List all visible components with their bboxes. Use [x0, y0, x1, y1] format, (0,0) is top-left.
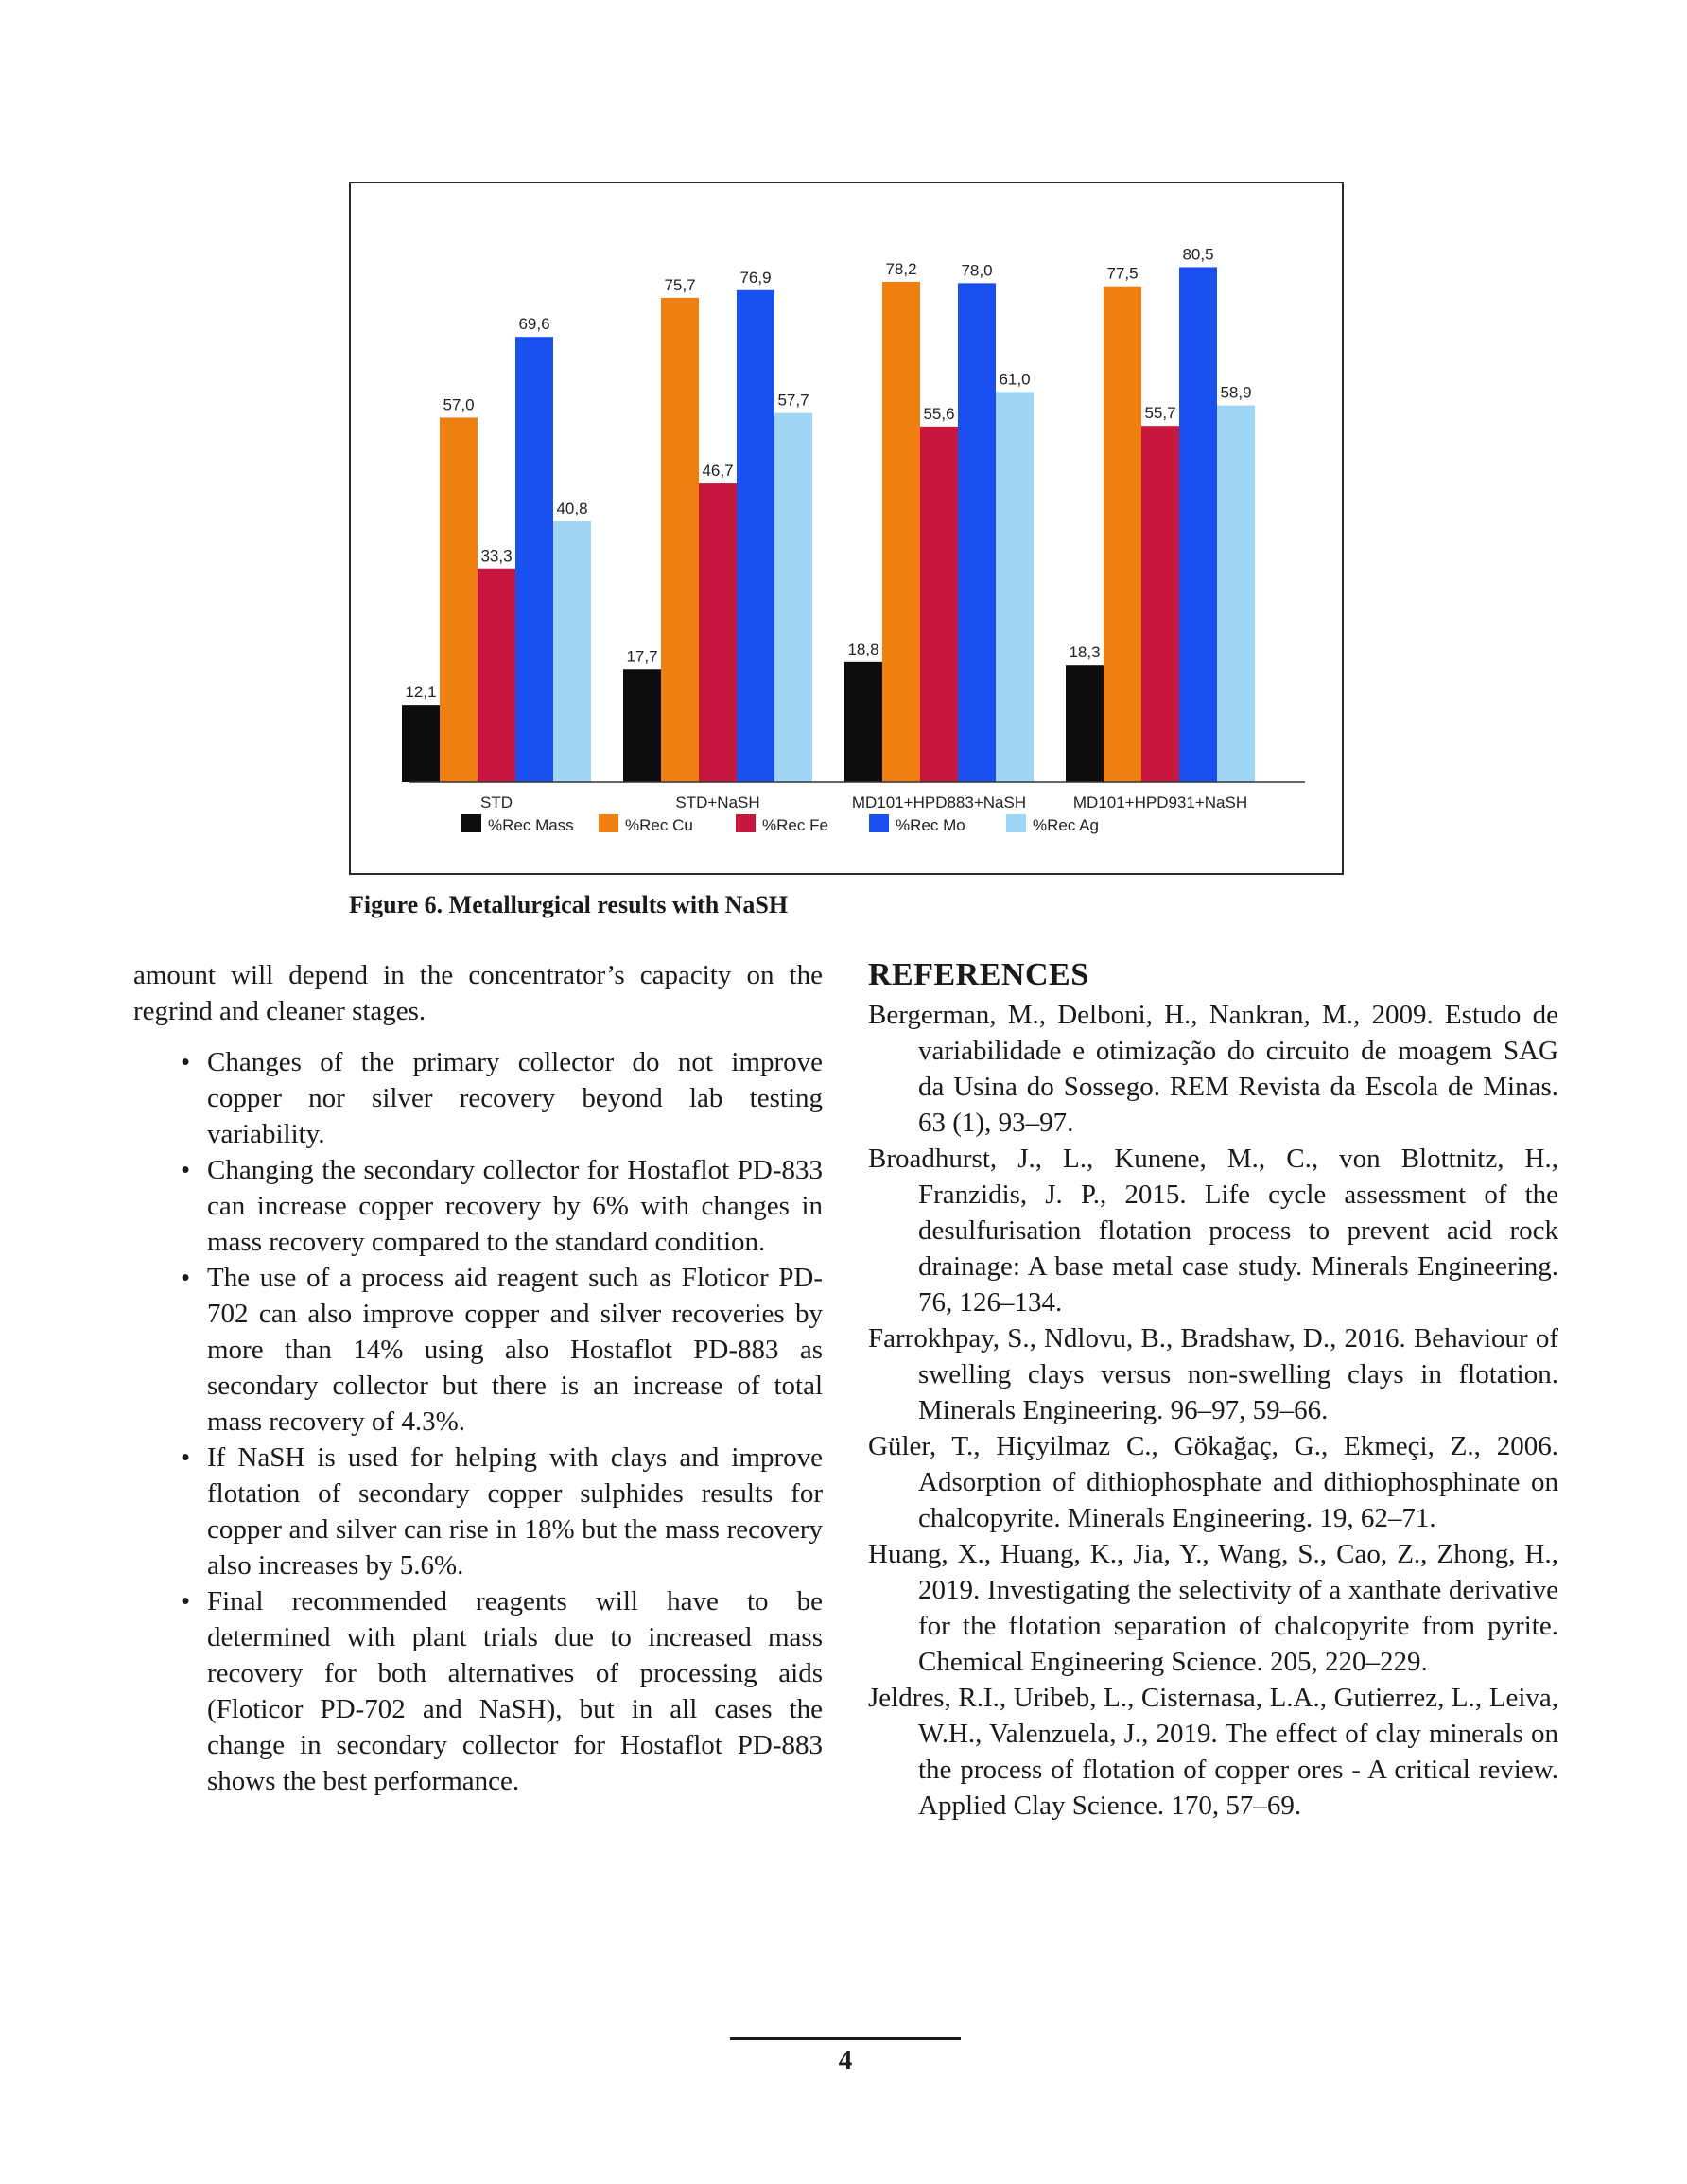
data-label: 58,9	[1220, 383, 1252, 402]
reference-item: Broadhurst, J., L., Kunene, M., C., von Blottnitz, H., Franzidis, J. P., 2015. Life cycle assessment of the desulfurisation flotation process to prevent acid rock drainage: A base metal case study. Minerals Engineering. 76, 126–134.	[868, 1144, 1558, 1318]
data-label: 57,7	[777, 391, 809, 410]
list-item-text: Final recommended reagents will have to be determined with plant trials due to increased mass recovery for both alternatives of processing aids (Floticor PD-702 and NaSH), but in all cases the change in secondary collector for Hostaflot PD-883 shows the best performance.	[207, 1586, 823, 1796]
legend-swatch-rec-mass	[461, 814, 481, 832]
left-column	[133, 957, 823, 1799]
references-heading: REFERENCES	[868, 957, 1089, 992]
data-label: 55,6	[923, 404, 955, 423]
reference-item: Jeldres, R.I., Uribeb, L., Cisternasa, L.A., Gutierrez, L., Leiva, W.H., Valenzuela, J., 2019. The effect of clay minerals on the process of flotation of copper ores - A critical review. Applied Clay Science. 170, 57–69.	[868, 1683, 1558, 1821]
category-label: MD101+HPD931+NaSH	[1072, 794, 1248, 812]
bar-rec-mo-md101-hpd883-nash	[958, 283, 996, 782]
list-item	[133, 1260, 823, 1440]
reference-item: Bergerman, M., Delboni, H., Nankran, M., 2009. Estudo de variabilidade e otimização do circuito de moagem SAG da Usina do Sossego. REM Revista da Escola de Minas. 63 (1), 93–97.	[868, 1000, 1558, 1138]
bar-rec-mass-std	[402, 705, 440, 782]
list-item	[133, 1440, 823, 1583]
bar-rec-fe-std	[478, 569, 515, 782]
intro-paragraph: amount will depend in the concentrator’s capacity on the regrind and cleaner stages.	[133, 960, 823, 1026]
legend-label: %Rec Ag	[1033, 816, 1099, 834]
bar-rec-cu-md101-hpd931-nash	[1104, 287, 1141, 782]
bar-rec-fe-std-nash	[699, 483, 737, 782]
bar-rec-mass-md101-hpd883-nash	[844, 662, 882, 782]
list-item	[133, 1152, 823, 1260]
bar-rec-mo-md101-hpd931-nash	[1179, 267, 1217, 782]
figure-caption-text: Figure 6. Metallurgical results with NaSH	[349, 891, 789, 918]
bar-rec-cu-md101-hpd883-nash	[882, 282, 920, 782]
legend-label: %Rec Mo	[896, 816, 965, 834]
conclusion-list	[133, 1044, 823, 1799]
data-label: 75,7	[664, 275, 696, 294]
data-label: 18,8	[847, 639, 879, 658]
list-item	[133, 1583, 823, 1799]
legend-label: %Rec Cu	[625, 816, 693, 834]
data-label: 40,8	[556, 499, 588, 517]
bar-rec-fe-md101-hpd931-nash	[1141, 426, 1179, 782]
data-label: 69,6	[518, 315, 550, 334]
data-label: 12,1	[405, 683, 437, 702]
data-label: 33,3	[480, 547, 513, 566]
list-item-text: Changes of the primary collector do not improve copper nor silver recovery beyond lab testing variability.	[207, 1047, 823, 1149]
bullet-icon: •	[181, 1263, 191, 1293]
footer-rule	[730, 2037, 961, 2040]
data-label: 18,3	[1069, 643, 1101, 662]
page-number: 4	[838, 2045, 853, 2075]
reference-item: Güler, T., Hiçyilmaz C., Gökağaç, G., Ekmeçi, Z., 2006. Adsorption of dithiophosphate and dithiophosphinate on chalcopyrite. Minerals Engineering. 19, 62–71.	[868, 1431, 1558, 1533]
bar-rec-ag-md101-hpd883-nash	[996, 392, 1034, 782]
data-label: 61,0	[999, 370, 1031, 389]
bar-chart	[351, 183, 1342, 873]
bar-rec-mo-std	[515, 337, 553, 782]
bar-rec-fe-md101-hpd883-nash	[920, 427, 958, 782]
category-label: STD	[480, 794, 513, 812]
figure-6-chart	[349, 182, 1344, 875]
legend-swatch-rec-cu	[599, 814, 618, 832]
legend-swatch-rec-fe	[736, 814, 756, 832]
references-column	[868, 957, 1558, 1824]
reference-item: Huang, X., Huang, K., Jia, Y., Wang, S., Cao, Z., Zhong, H., 2019. Investigating the selectivity of a xanthate derivative for the flotation separation of chalcopyrite from pyrite. Chemical Engineering Science. 205, 220–229.	[868, 1539, 1558, 1677]
legend-swatch-rec-ag	[1006, 814, 1026, 832]
list-item-text: If NaSH is used for helping with clays and improve flotation of secondary copper sulphides results for copper and silver can rise in 18% but the mass recovery also increases by 5.6%.	[207, 1442, 823, 1581]
data-label: 57,0	[443, 395, 475, 414]
data-label: 76,9	[739, 268, 772, 287]
bullet-icon: •	[181, 1047, 191, 1077]
bullet-icon: •	[181, 1155, 191, 1185]
figure-caption	[349, 891, 1344, 919]
category-label: MD101+HPD883+NaSH	[851, 794, 1027, 812]
data-label: 17,7	[626, 647, 658, 666]
bar-rec-cu-std-nash	[661, 298, 699, 782]
legend-label: %Rec Mass	[488, 816, 574, 834]
bar-rec-cu-std	[440, 417, 478, 782]
category-label: STD+NaSH	[675, 794, 760, 812]
bar-rec-ag-std	[553, 521, 591, 782]
data-label: 78,0	[961, 261, 993, 280]
reference-item: Farrokhpay, S., Ndlovu, B., Bradshaw, D., 2016. Behaviour of swelling clays versus non-swelling clays in flotation. Minerals Engineering. 96–97, 59–66.	[868, 1323, 1558, 1425]
bullet-icon: •	[181, 1586, 191, 1616]
data-label: 55,7	[1144, 404, 1176, 423]
data-label: 77,5	[1106, 264, 1139, 283]
list-item-text: Changing the secondary collector for Hostaflot PD-833 can increase copper recovery by 6% with changes in mass recovery compared to the standard condition.	[207, 1155, 823, 1257]
bar-rec-ag-md101-hpd931-nash	[1217, 406, 1255, 782]
data-label: 80,5	[1182, 245, 1214, 264]
data-label: 46,7	[702, 462, 734, 480]
legend-swatch-rec-mo	[869, 814, 889, 832]
bar-rec-mass-md101-hpd931-nash	[1066, 665, 1104, 782]
list-item	[133, 1044, 823, 1152]
bullet-icon: •	[181, 1442, 191, 1473]
legend-label: %Rec Fe	[762, 816, 828, 834]
bar-rec-mass-std-nash	[623, 669, 661, 782]
data-label: 78,2	[885, 260, 917, 278]
bar-rec-ag-std-nash	[774, 413, 812, 782]
bar-rec-mo-std-nash	[737, 290, 774, 782]
list-item-text: The use of a process aid reagent such as Floticor PD-702 can also improve copper and silver recoveries by more than 14% using also Hostaflot PD-883 as secondary collector but there is an increase of total mass recovery of 4.3%.	[207, 1263, 823, 1437]
